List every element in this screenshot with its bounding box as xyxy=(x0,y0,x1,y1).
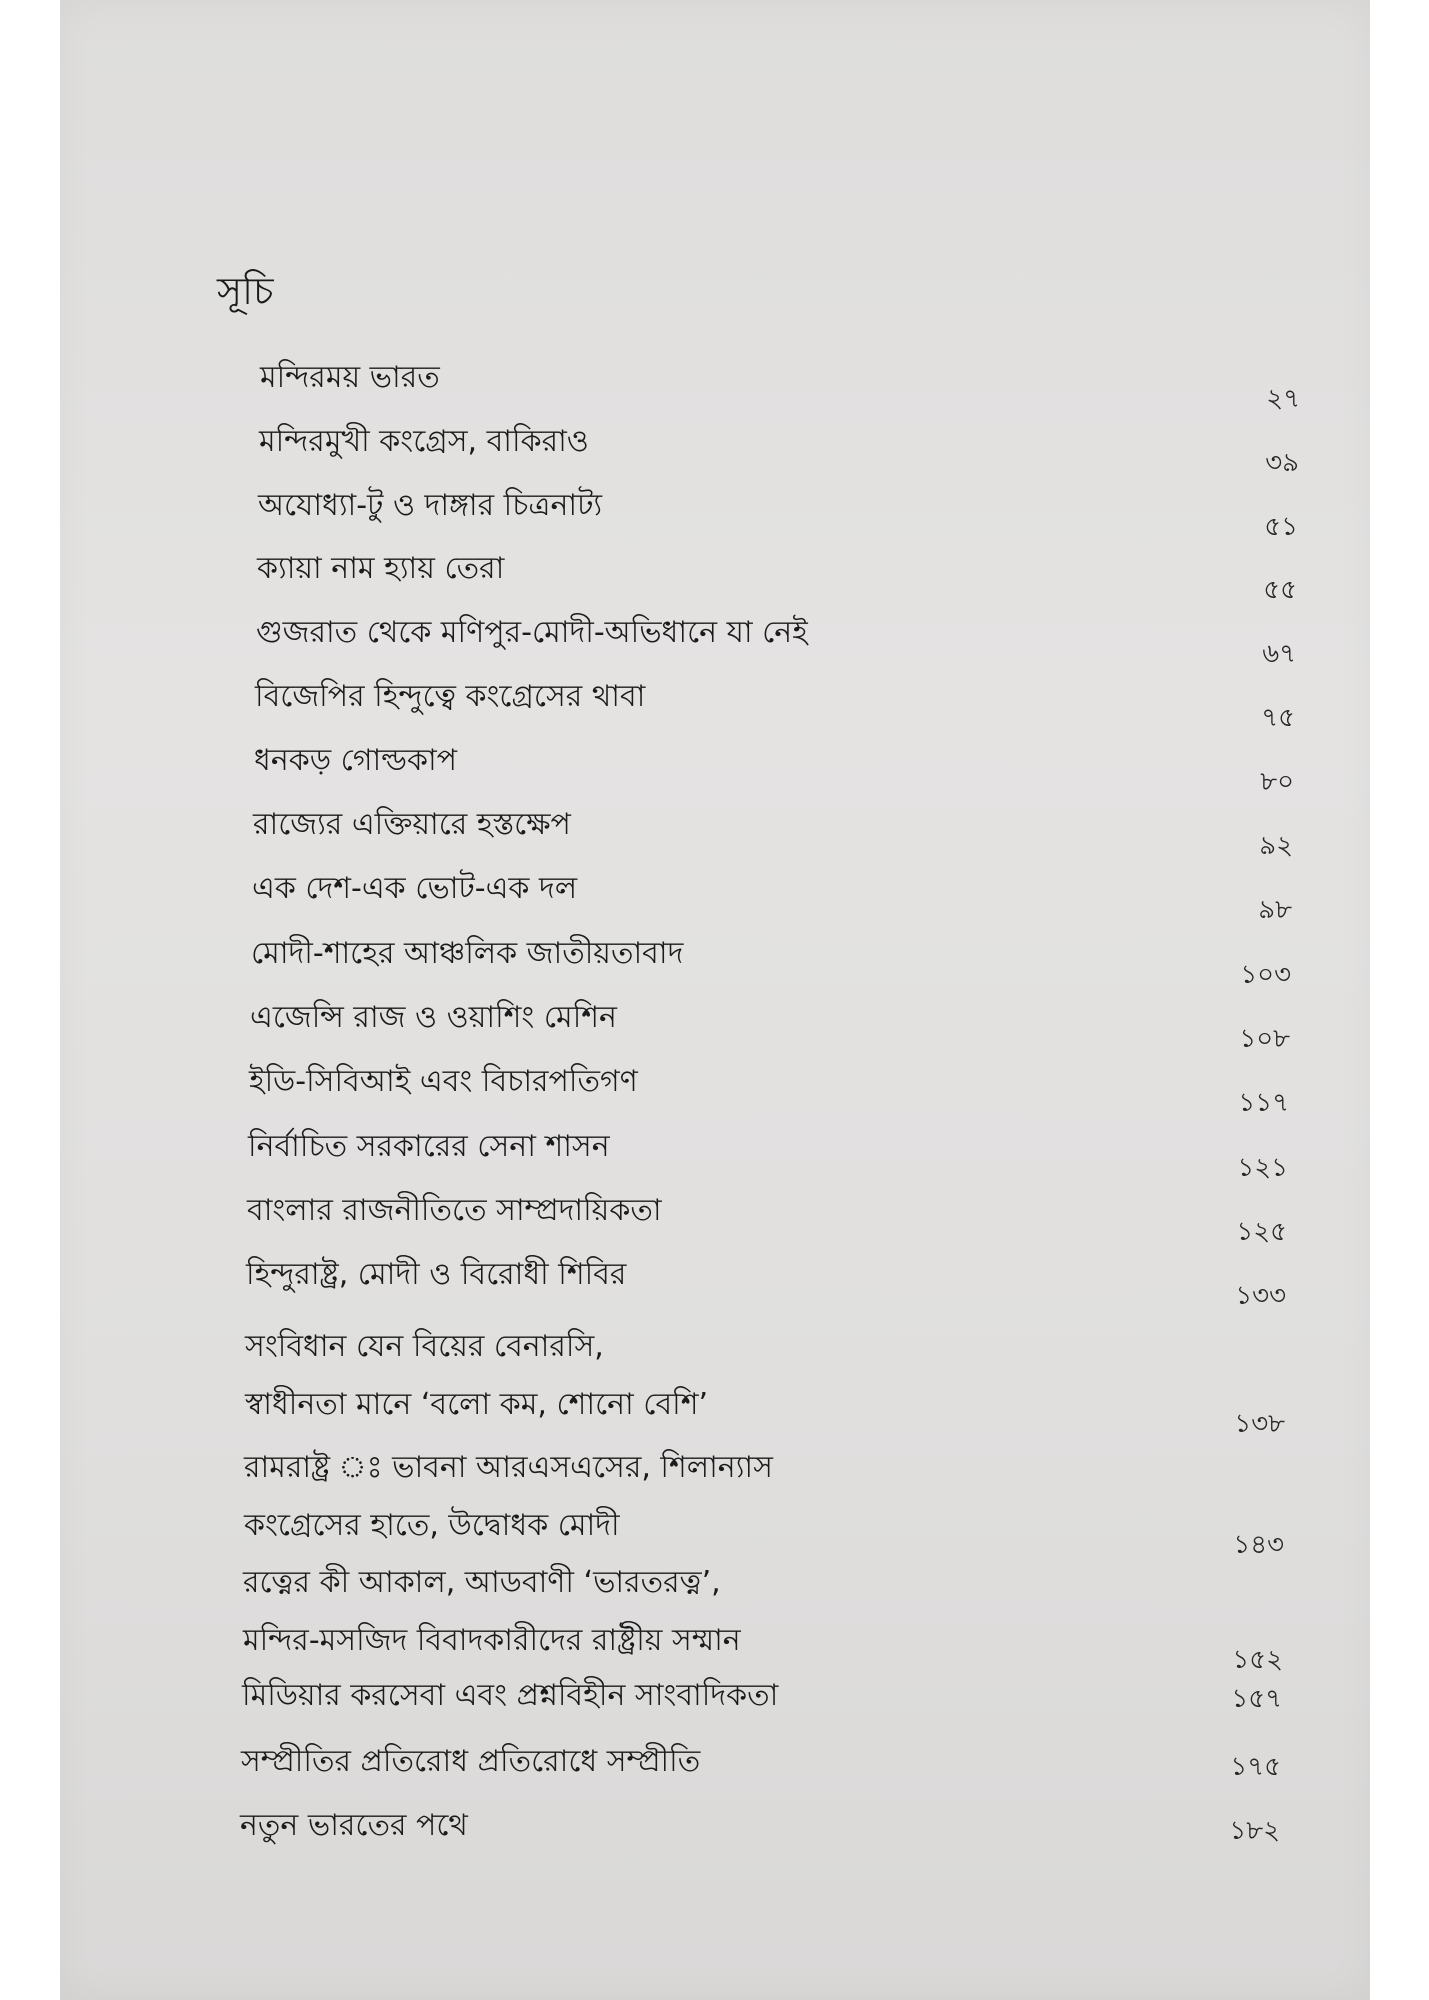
toc-page-number: ১৫২ xyxy=(1232,1645,1283,1675)
toc-entry xyxy=(243,1553,1283,1673)
toc-entry xyxy=(240,1796,1280,1856)
toc-entry-title: সম্প্রীতির প্রতিরোধ প্রতিরোধে সম্প্রীতি xyxy=(241,1744,701,1779)
toc-page-number: ১৫৭ xyxy=(1231,1684,1282,1714)
toc-entry-title: সংবিধান যেন বিয়ের বেনারসি, xyxy=(245,1329,604,1364)
toc-entry-title: গুজরাত থেকে মণিপুর-মোদী-অভিধানে যা নেই xyxy=(256,615,808,650)
toc-page-number: ১৩৮ xyxy=(1234,1409,1285,1439)
toc-page-number: ৬৭ xyxy=(1262,639,1296,669)
toc-entry-title: নতুন ভারতের পথে xyxy=(240,1808,468,1843)
toc-title: সূচি xyxy=(217,269,274,313)
toc-entry-title: মন্দিরময় ভারত xyxy=(260,360,440,395)
toc-entry xyxy=(253,795,1293,861)
toc-entry xyxy=(255,667,1295,733)
toc-entry-title: ইডি-সিবিআই এবং বিচারপতিগণ xyxy=(249,1064,638,1099)
toc-page-number: ৯২ xyxy=(1259,831,1293,861)
toc-entry xyxy=(254,731,1294,797)
toc-page-number: ১৭৫ xyxy=(1230,1752,1281,1782)
toc-entry xyxy=(246,1245,1286,1311)
toc-page-number: ৫১ xyxy=(1264,512,1298,542)
toc-entry xyxy=(259,412,1299,478)
book-page xyxy=(60,0,1370,2000)
toc-entry xyxy=(251,924,1291,990)
toc-entry-title: ক্যায়া নাম হ্যায় তেরা xyxy=(257,551,505,586)
toc-entry xyxy=(245,1317,1285,1437)
toc-page-number: ১২১ xyxy=(1237,1153,1288,1183)
toc-entry xyxy=(257,539,1297,605)
toc-entry xyxy=(241,1732,1281,1792)
toc-entry-title: মোদী-শাহের আঞ্চলিক জাতীয়তাবাদ xyxy=(251,936,684,971)
toc-page-number: ১৩৩ xyxy=(1235,1281,1286,1311)
toc-entry-title: অযোধ্যা-টু ও দাঙ্গার চিত্রনাট্য xyxy=(258,488,603,523)
toc-entry-title: বাংলার রাজনীতিতে সাম্প্রদায়িকতা xyxy=(247,1193,662,1228)
toc-page-number: ১০৮ xyxy=(1239,1024,1290,1054)
toc-entry-title-line2: স্বাধীনতা মানে ‘বলো কম, শোনো বেশি’ xyxy=(245,1387,709,1422)
toc-page-number: ১৪৩ xyxy=(1233,1530,1284,1560)
toc-page-number: ৮০ xyxy=(1260,767,1294,797)
toc-entry xyxy=(249,1052,1289,1118)
toc-entry xyxy=(252,859,1292,925)
toc-page-number: ৩৯ xyxy=(1265,448,1299,478)
toc-entry-title-line2: কংগ্রেসের হাতে, উদ্বোধক মোদী xyxy=(244,1508,620,1543)
toc-page-number: ২৭ xyxy=(1266,384,1300,414)
toc-page-number: ৭৫ xyxy=(1261,703,1295,733)
toc-page-number: ৯৮ xyxy=(1258,895,1292,925)
toc-entry xyxy=(242,1666,1282,1726)
toc-entry-title: বিজেপির হিন্দুত্বে কংগ্রেসের থাবা xyxy=(255,679,646,714)
toc-page-number: ১২৫ xyxy=(1236,1217,1287,1247)
toc-entry xyxy=(248,1117,1288,1183)
toc-entry-title: মিডিয়ার করসেবা এবং প্রশ্নবিহীন সাংবাদিকতা xyxy=(242,1678,779,1713)
toc-page-number: ১০৩ xyxy=(1240,960,1291,990)
toc-entry xyxy=(247,1181,1287,1247)
toc-entry-title-line2: মন্দির-মসজিদ বিবাদকারীদের রাষ্ট্রীয় সম্মান xyxy=(243,1623,741,1658)
toc-entry-title: এজেন্সি রাজ ও ওয়াশিং মেশিন xyxy=(250,1000,617,1035)
toc-entry-title: এক দেশ-এক ভোট-এক দল xyxy=(252,871,578,906)
toc-entry-title: রাজ্যের এক্তিয়ারে হস্তক্ষেপ xyxy=(253,807,571,842)
toc-entry xyxy=(250,988,1290,1054)
toc-entry-title: মন্দিরমুখী কংগ্রেস, বাকিরাও xyxy=(259,424,589,459)
toc-entry-title: হিন্দুরাষ্ট্র, মোদী ও বিরোধী শিবির xyxy=(246,1257,627,1292)
toc-page-number: ৫৫ xyxy=(1263,575,1297,605)
toc-entry xyxy=(256,603,1296,669)
toc-page-number: ১৮২ xyxy=(1229,1816,1280,1846)
toc-entry-title: ধনকড় গোল্ডকাপ xyxy=(254,743,458,778)
toc-page-number: ১১৭ xyxy=(1238,1088,1289,1118)
toc-entry xyxy=(260,348,1300,414)
toc-entry-title: রামরাষ্ট্র ঃ ভাবনা আরএসএসের, শিলান্যাস xyxy=(244,1450,773,1485)
toc-entry xyxy=(258,476,1298,542)
toc-entry-title: নির্বাচিত সরকারের সেনা শাসন xyxy=(248,1129,610,1164)
toc-entry xyxy=(244,1438,1284,1558)
toc-entry-title: রত্নের কী আকাল, আডবাণী ‘ভারতরত্ন’, xyxy=(243,1565,721,1600)
